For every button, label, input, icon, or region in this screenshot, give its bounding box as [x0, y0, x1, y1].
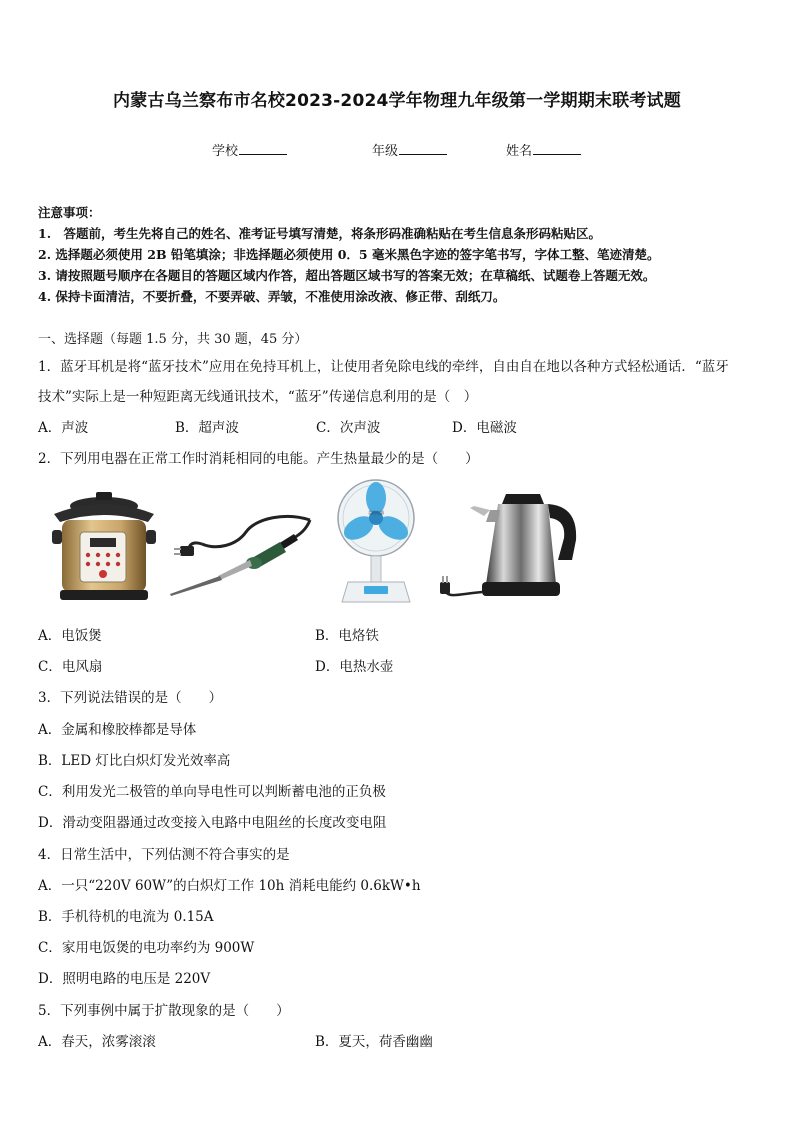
name-label: 姓名 [506, 144, 533, 159]
name-blank [533, 141, 581, 155]
exam-title: 内蒙古乌兰察布市名校2023-2024学年物理九年级第一学期期末联考试题 [113, 91, 681, 111]
student-info-row [0, 140, 794, 160]
grade-label: 年级 [372, 144, 399, 159]
school-field [212, 140, 287, 159]
notice-item-3: 3. 请按照题号顺序在各题目的答题区域内作答，超出答题区域书写的答案无效；在草稿纸、试题卷上答题无效。 [38, 268, 656, 283]
notice-item-4: 4. 保持卡面清洁，不要折叠，不要弄破、弄皱，不准使用涂改液、修正带、刮纸刀。 [38, 289, 506, 304]
q3-option-b: B．LED 灯比白炽灯发光效率高 [38, 753, 231, 769]
section-heading: 一、选择题（每题 1.5 分，共 30 题，45 分） [38, 332, 308, 347]
electric-kettle-image [440, 488, 584, 604]
q2-option-b: B．电烙铁 [315, 628, 379, 644]
grade-field [372, 140, 447, 159]
q2-option-c: C．电风扇 [38, 659, 103, 675]
q2-option-a: A．电饭煲 [38, 628, 102, 644]
electric-fan-image [330, 478, 422, 606]
soldering-iron-image [166, 510, 316, 600]
name-field [506, 140, 581, 159]
q5-option-a: A．春天，浓雾滚滚 [38, 1034, 156, 1050]
q1-option-d: D．电磁波 [452, 420, 517, 436]
q5-stem: 5．下列事例中属于扩散现象的是（ ） [38, 1003, 290, 1019]
school-label: 学校 [212, 144, 239, 159]
q3-stem: 3．下列说法错误的是（ ） [38, 690, 223, 706]
q3-option-d: D．滑动变阻器通过改变接入电路中电阻丝的长度改变电阻 [38, 815, 387, 831]
q3-option-a: A．金属和橡胶棒都是导体 [38, 722, 197, 738]
q1-option-b: B．超声波 [175, 420, 239, 436]
q3-option-c: C．利用发光二极管的单向导电性可以判断蓄电池的正负极 [38, 784, 386, 800]
q4-option-d: D．照明电路的电压是 220V [38, 971, 211, 987]
notice-item-1: 1. 答题前，考生先将自己的姓名、准考证号填写清楚，将条形码准确粘贴在考生信息条形码粘贴区。 [38, 226, 602, 241]
rice-cooker-image [48, 488, 160, 606]
q1-option-a: A．声波 [38, 420, 89, 436]
notice-item-2: 2. 选择题必须使用 2B 铅笔填涂；非选择题必须使用 0．5 毫米黑色字迹的签字笔书写，字体工整、笔迹清楚。 [38, 247, 660, 262]
q4-option-b: B．手机待机的电流为 0.15A [38, 909, 214, 925]
q4-option-c: C．家用电饭煲的电功率约为 900W [38, 940, 255, 956]
q1-option-c: C．次声波 [316, 420, 381, 436]
q5-option-b: B．夏天，荷香幽幽 [315, 1034, 433, 1050]
notice-heading: 注意事项： [38, 205, 101, 220]
fan-brand-text: 美的电器 [368, 510, 384, 515]
q4-option-a: A．一只“220V 60W”的白炽灯工作 10h 消耗电能约 0.6kW•h [38, 878, 421, 894]
q1-stem-line1: 1．蓝牙耳机是将“蓝牙技术”应用在免持耳机上，让使用者免除电线的牵绊，自由自在地以各种方式轻松通话．“蓝牙 [38, 359, 729, 375]
grade-blank [399, 141, 447, 155]
q1-stem-line2: 技术”实际上是一种短距离无线通讯技术，“蓝牙”传递信息利用的是（ ） [38, 389, 478, 405]
q2-stem: 2．下列用电器在正常工作时消耗相同的电能。产生热量最少的是（ ） [38, 451, 479, 467]
q2-option-d: D．电热水壶 [315, 659, 394, 675]
q4-stem: 4．日常生活中，下列估测不符合事实的是 [38, 847, 290, 863]
school-blank [239, 141, 287, 155]
